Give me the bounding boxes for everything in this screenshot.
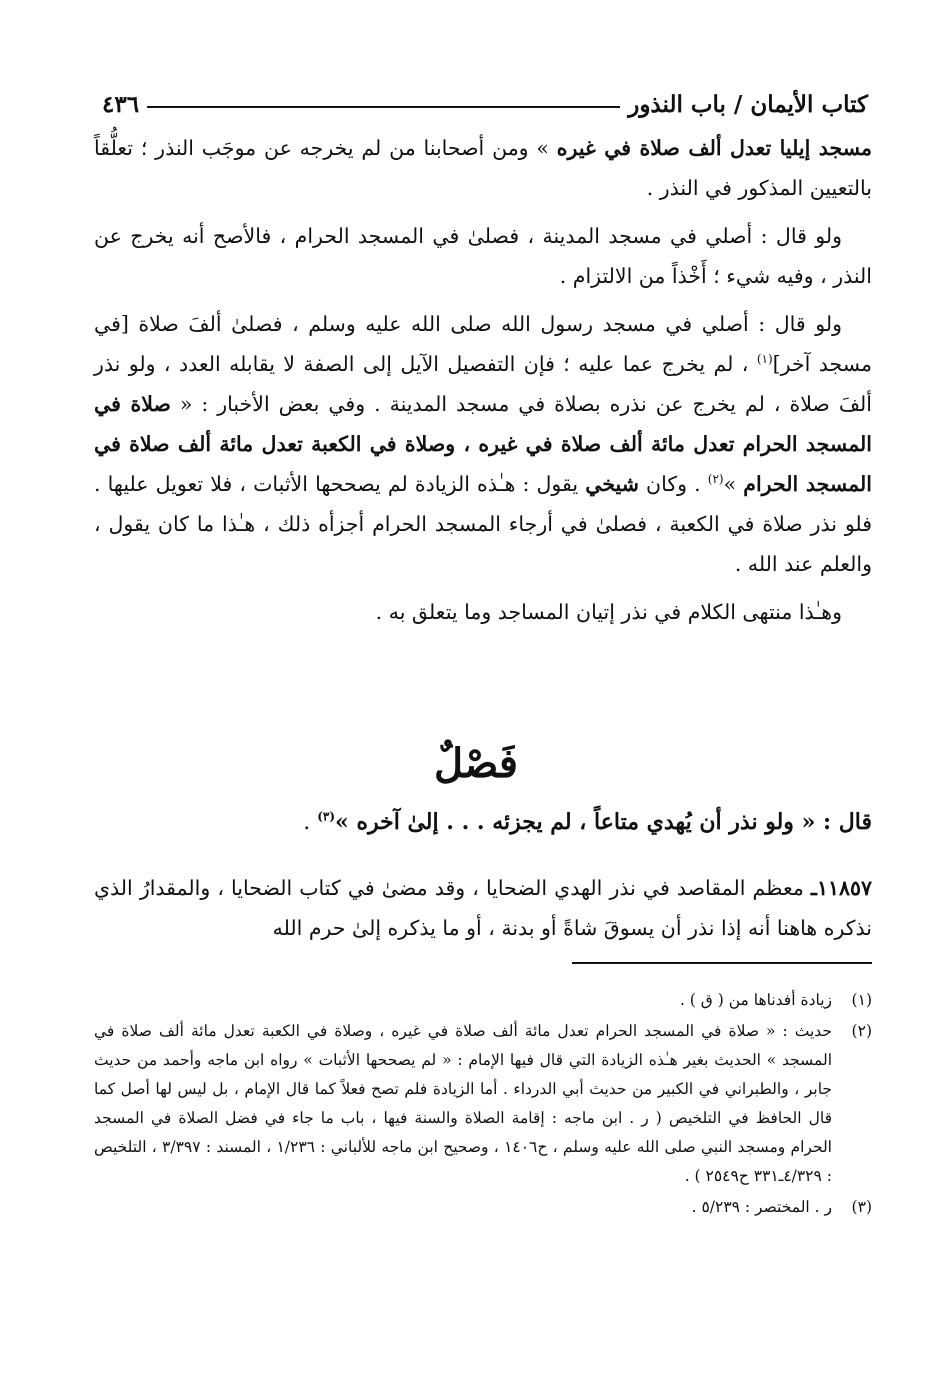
- footnotes: [94, 986, 872, 1224]
- footnote-number: (٣): [851, 1198, 872, 1216]
- hadith-quote: صلاة في المسجد الحرام تعدل مائة ألف صلاة في غيره ، وصلاة في الكعبة تعدل مائة ألف صلاة في المسجد الحرام: [94, 392, 872, 496]
- paragraph-2: ولو قال : أصلي في مسجد المدينة ، فصلىٰ في المسجد الحرام ، فالأصح أنه يخرج عن النذر ، وفيه شيء ؛ أَخْذاً من الالتزام .: [94, 224, 872, 288]
- qal-end: .: [303, 810, 318, 835]
- header-rule: [147, 106, 620, 108]
- footnote-number: (١): [851, 991, 872, 1009]
- paragraph-3: [94, 304, 872, 584]
- section-heading: فَصْلٌ: [433, 740, 519, 787]
- footnote-text: حديث : « صلاة في المسجد الحرام تعدل مائة ألف صلاة في غيره ، وصلاة في الكعبة تعدل مائة ألف صلاة في المسجد » الحديث بغير هـٰذه الزيادة التي قال فيها الإمام : « لم يصححها الأثبات » رواه ابن ماجه وأحمد من حديث جابر ، والطبراني في الكبير من حديث أبي الدرداء . أما الزيادة فلم تصح فعلاً كما قال الإمام ، بل ليس لها أصل كما قال الحافظ في التلخيص ( ر . ابن ماجه : إقامة الصلاة والسنة فيها ، باب ما جاء في فضل الصلاة في المسجد الحرام ومسجد النبي صلى الله عليه وسلم ، ح١٤٠٦ ، وصحيح ابن ماجه للألباني : ١/٢٣٦ ، المسند : ٣/٣٩٧ ، التلخيص : ٤/٣٢٩ـ٣٣١ ح٢٥٤٩ ) .: [94, 1022, 832, 1185]
- footnote-number: (٢): [851, 1022, 872, 1040]
- running-title: كتاب الأيمان / باب النذور: [628, 91, 868, 118]
- page-number: ٤٣٦: [102, 91, 140, 118]
- paragraph-text: يقول : هـٰذه الزيادة لم يصححها الأثبات ، فلا تعويل عليها . فلو نذر صلاة في الكعبة ، فصلىٰ في أرجاء المسجد الحرام أجزأه ذلك ، هـٰذا ما كان يقول ، والعلم عند الله .: [94, 472, 872, 576]
- footnote-3: [94, 1193, 872, 1222]
- matn-quote: [94, 800, 872, 845]
- item-paragraph: [94, 868, 872, 948]
- paragraph-text: ولو قال : أصلي في مسجد رسول الله صلى الله عليه وسلم ، فصلىٰ ألفَ صلاة [في مسجد آخر]: [94, 312, 872, 376]
- footnote-ref-3[interactable]: (٣): [317, 809, 336, 824]
- footnote-2: [94, 1017, 872, 1191]
- footnote-text: زيادة أفدناها من ( ق ) .: [679, 991, 832, 1009]
- footnote-rule: [572, 962, 872, 964]
- main-text: [94, 128, 872, 640]
- footnote-ref-1[interactable]: (١): [756, 352, 773, 367]
- paragraph-text: »: [723, 472, 744, 496]
- paragraph-4: وهـٰذا منتهى الكلام في نذر إتيان المساجد وما يتعلق به .: [375, 600, 842, 624]
- paragraph-text: » ومن أصحابنا من لم يخرجه عن موجَب النذر ؛ تعلُّقاً بالتعيين المذكور في النذر .: [94, 136, 872, 200]
- qal-text: ولو نذر أن يُهدي متاعاً ، لم يجزئه . . . إلىٰ آخره: [356, 809, 794, 835]
- item-number: ١١٨٥٧ـ: [810, 876, 872, 900]
- hadith-quote: مسجد إيليا تعدل ألف صلاة في غيره: [556, 136, 873, 160]
- qal-close: »: [335, 809, 357, 835]
- paragraph-text: ، لم يخرج عما عليه ؛ فإن التفصيل الآيل إلى الصفة لا يقابله العدد ، ولو نذر ألفَ صلاة ، لم يخرج عن نذره بصلاة في مسجد المدينة . وفي بعض الأخبار : «: [94, 352, 872, 416]
- paragraph-1: [94, 128, 872, 208]
- paragraph-text: . وكان: [638, 472, 708, 496]
- footnote-text: ر . المختصر : ٥/٢٣٩ .: [691, 1198, 832, 1216]
- page-header: [96, 82, 868, 118]
- footnote-ref-2[interactable]: (٢): [707, 472, 724, 487]
- teacher-name: شيخي: [585, 472, 639, 496]
- qal-label: قال : «: [793, 809, 872, 835]
- item-text: معظم المقاصد في نذر الهدي الضحايا ، وقد مضىٰ في كتاب الضحايا ، والمقدارُ الذي نذكره هاهنا أنه إذا نذر أن يسوقَ شاةً أو بدنة ، أو ما يذكره إلىٰ حرم الله: [94, 876, 872, 940]
- footnote-1: [94, 986, 872, 1015]
